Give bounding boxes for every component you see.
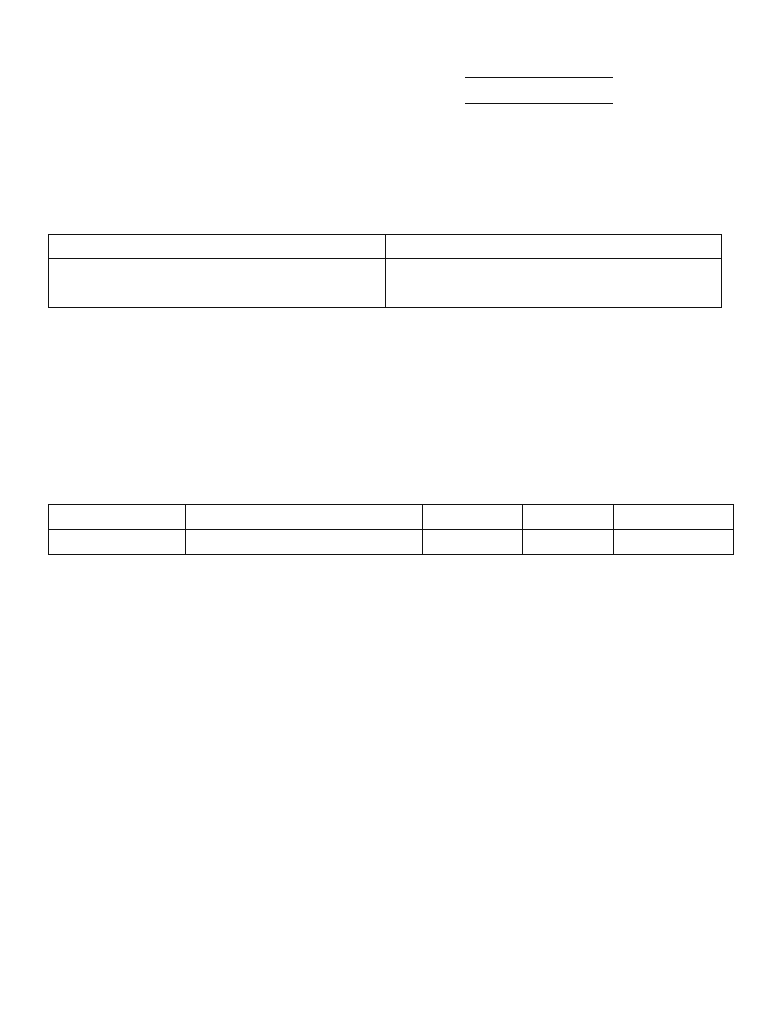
column-header-er — [385, 235, 722, 259]
box-item — [423, 530, 523, 555]
box-item — [523, 530, 614, 555]
name-field — [465, 66, 613, 82]
box-item — [186, 505, 423, 530]
word-box — [48, 504, 734, 555]
answer-cell-er[interactable] — [385, 259, 722, 308]
box-item — [523, 505, 614, 530]
answer-cell-schwa[interactable] — [49, 259, 386, 308]
box-item — [423, 505, 523, 530]
name-line — [465, 66, 613, 78]
column-header-schwa — [49, 235, 386, 259]
box-item — [614, 530, 734, 555]
box-item — [186, 530, 423, 555]
box-item — [49, 530, 186, 555]
box-item — [49, 505, 186, 530]
date-field — [465, 92, 613, 108]
box-item — [614, 505, 734, 530]
phonetics-table — [48, 234, 722, 308]
date-line — [465, 92, 613, 104]
